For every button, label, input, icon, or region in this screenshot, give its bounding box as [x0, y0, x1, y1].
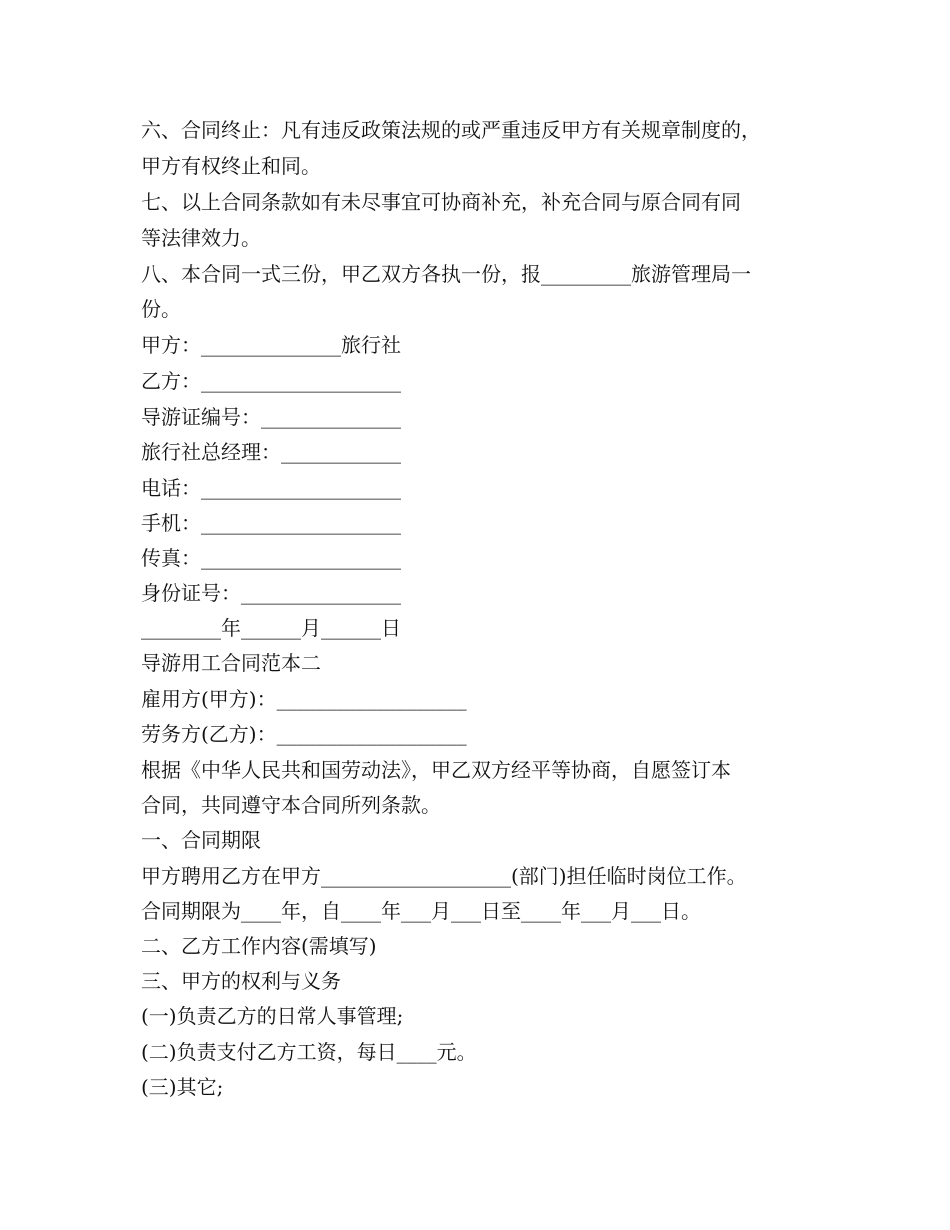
party-b-field: 乙方：____________________ — [141, 369, 401, 393]
date-field: ________年______月______日 — [141, 616, 401, 640]
id-number-field: 身份证号：________________ — [141, 581, 401, 605]
employer-field: 雇用方(甲方)：___________________ — [141, 687, 467, 711]
section-3-item-3: (三)其它; — [141, 1075, 224, 1099]
agency-manager-field: 旅行社总经理：____________ — [141, 440, 401, 464]
preamble-line-1: 根据《中华人民共和国劳动法》，甲乙双方经平等协商，自愿签订本 — [141, 758, 731, 782]
section-2-heading: 二、乙方工作内容(需填写) — [141, 934, 377, 958]
section-3-item-1: (一)负责乙方的日常人事管理; — [141, 1004, 404, 1028]
fax-field: 传真：____________________ — [141, 546, 401, 570]
phone-field: 电话：____________________ — [141, 476, 401, 500]
party-a-field: 甲方：______________旅行社 — [141, 333, 401, 357]
clause-8-line-2: 份。 — [141, 297, 181, 321]
clause-8-line-1: 八、本合同一式三份，甲乙双方各执一份，报_________旅游管理局一 — [141, 262, 751, 286]
section-1-heading: 一、合同期限 — [141, 828, 261, 852]
clause-7-line-1: 七、以上合同条款如有未尽事宜可协商补充，补充合同与原合同有同 — [141, 190, 741, 214]
preamble-line-2: 合同，共同遵守本合同所列条款。 — [141, 793, 441, 817]
guide-license-field: 导游证编号：______________ — [141, 405, 401, 429]
section-3-heading: 三、甲方的权利与义务 — [141, 969, 341, 993]
mobile-field: 手机：____________________ — [141, 511, 401, 535]
clause-6-line-1: 六、合同终止：凡有违反政策法规的或严重违反甲方有关规章制度的， — [141, 118, 761, 142]
clause-7-line-2: 等法律效力。 — [141, 226, 261, 250]
laborer-field: 劳务方(乙方)：___________________ — [141, 722, 467, 746]
template-2-heading: 导游用工合同范本二 — [141, 651, 321, 675]
section-3-item-2: (二)负责支付乙方工资，每日____元。 — [141, 1040, 477, 1064]
clause-6-line-2: 甲方有权终止和同。 — [141, 154, 321, 178]
section-1-line-1: 甲方聘用乙方在甲方___________________(部门)担任临时岗位工作。 — [141, 864, 747, 888]
section-1-line-2: 合同期限为____年，自____年___月___日至____年___月___日。 — [141, 899, 701, 923]
